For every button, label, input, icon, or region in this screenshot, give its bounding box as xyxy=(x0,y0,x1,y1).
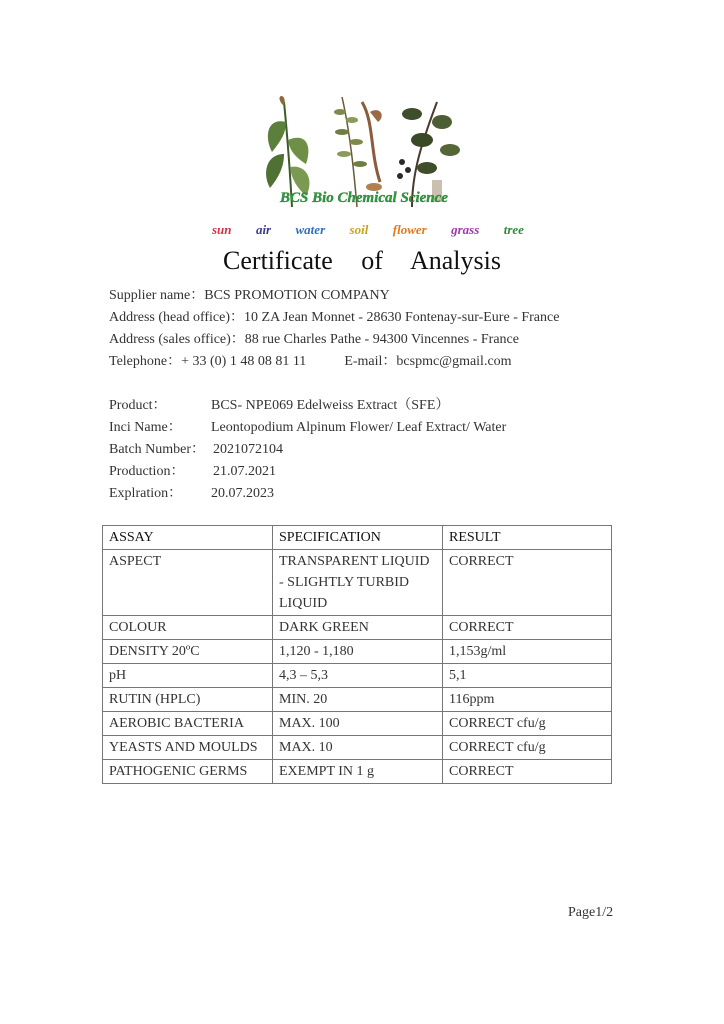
table-row xyxy=(103,736,612,760)
specification-cell: EXEMPT IN 1 g xyxy=(273,760,443,784)
expiration-row xyxy=(109,483,506,505)
analysis-table xyxy=(102,525,612,784)
batch-label: Batch Number： xyxy=(109,442,206,457)
result-cell: CORRECT xyxy=(443,616,612,640)
contact-row xyxy=(109,351,559,373)
specification-cell: MAX. 100 xyxy=(273,712,443,736)
assay-cell: pH xyxy=(103,664,273,688)
table-row xyxy=(103,640,612,664)
specification-cell: MAX. 10 xyxy=(273,736,443,760)
specification-cell: 1,120 - 1,180 xyxy=(273,640,443,664)
assay-cell: DENSITY 20ºC xyxy=(103,640,273,664)
specification-cell: MIN. 20 xyxy=(273,688,443,712)
logo-brand-text: BCS Bio Chemical Science xyxy=(280,190,448,206)
batch-row xyxy=(109,439,506,461)
company-logo xyxy=(262,92,466,210)
result-cell: CORRECT cfu/g xyxy=(443,712,612,736)
table-row xyxy=(103,712,612,736)
table-header-row xyxy=(103,526,612,550)
tagline-word: tree xyxy=(503,222,524,237)
telephone: Telephone：+ 33 (0) 1 48 08 81 11 xyxy=(109,354,307,369)
expiration-label: Explration： xyxy=(109,486,183,501)
table-row xyxy=(103,550,612,616)
document-title: Certificate of Analysis xyxy=(223,246,501,275)
product-label: Product： xyxy=(109,398,167,413)
specification-cell xyxy=(273,550,443,616)
production-row xyxy=(109,461,506,483)
email: E-mail：bcspmc@gmail.com xyxy=(344,354,512,369)
tagline-word: grass xyxy=(451,222,480,237)
tagline xyxy=(212,220,524,240)
head-office-address: Address (head office)：10 ZA Jean Monnet - 28630 Fontenay-sur-Eure - France xyxy=(109,310,560,325)
column-header: SPECIFICATION xyxy=(273,526,443,550)
product-value: BCS- NPE069 Edelweiss Extract（SFE） xyxy=(211,398,450,413)
result-cell: CORRECT cfu/g xyxy=(443,736,612,760)
result-cell: CORRECT xyxy=(443,550,612,616)
sales-office-address: Address (sales office)：88 rue Charles Pathe - 94300 Vincennes - France xyxy=(109,332,519,347)
batch-value: 2021072104 xyxy=(213,442,283,457)
assay-cell: YEASTS AND MOULDS xyxy=(103,736,273,760)
tagline-word: soil xyxy=(349,222,369,237)
specification-cell: DARK GREEN xyxy=(273,616,443,640)
spec-line: TRANSPARENT LIQUID xyxy=(279,554,430,569)
column-header: RESULT xyxy=(443,526,612,550)
assay-cell: ASPECT xyxy=(103,550,273,616)
tagline-word: flower xyxy=(392,222,427,237)
product-row xyxy=(109,395,506,417)
result-cell: 116ppm xyxy=(443,688,612,712)
supplier-info xyxy=(109,285,559,373)
botanical-logo-icon xyxy=(262,92,466,210)
column-header: ASSAY xyxy=(103,526,273,550)
result-cell: 5,1 xyxy=(443,664,612,688)
table-row xyxy=(103,616,612,640)
tagline-word: air xyxy=(255,222,272,237)
inci-label: Inci Name： xyxy=(109,420,182,435)
assay-cell: RUTIN (HPLC) xyxy=(103,688,273,712)
supplier-name: Supplier name：BCS PROMOTION COMPANY xyxy=(109,288,390,303)
tagline-word: water xyxy=(295,222,326,237)
spec-line: - SLIGHTLY TURBID xyxy=(279,575,410,590)
assay-cell: PATHOGENIC GERMS xyxy=(103,760,273,784)
product-info xyxy=(109,395,506,505)
inci-row xyxy=(109,417,506,439)
tagline-word: sun xyxy=(212,222,232,237)
table-row xyxy=(103,688,612,712)
result-cell: 1,153g/ml xyxy=(443,640,612,664)
production-value: 21.07.2021 xyxy=(213,464,276,479)
inci-value: Leontopodium Alpinum Flower/ Leaf Extract/ Water xyxy=(211,420,507,435)
specification-cell: 4,3 – 5,3 xyxy=(273,664,443,688)
production-label: Production： xyxy=(109,464,185,479)
table-row xyxy=(103,760,612,784)
spec-line: LIQUID xyxy=(279,596,328,611)
assay-cell: AEROBIC BACTERIA xyxy=(103,712,273,736)
assay-cell: COLOUR xyxy=(103,616,273,640)
result-cell: CORRECT xyxy=(443,760,612,784)
table-row xyxy=(103,664,612,688)
page-number: Page1/2 xyxy=(568,905,614,920)
expiration-value: 20.07.2023 xyxy=(211,486,274,501)
